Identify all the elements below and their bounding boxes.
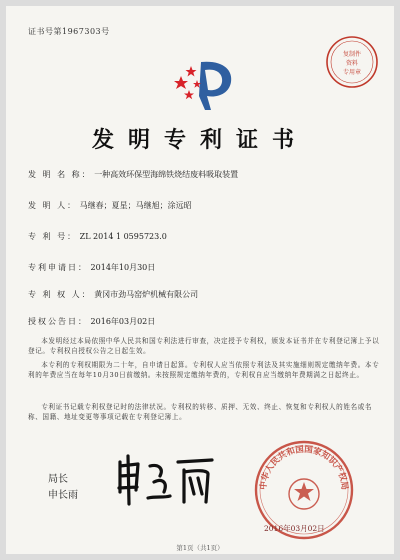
inventor-value: 马继春；夏星；马继旭；涂远昭 — [79, 201, 192, 210]
svg-text:复制件: 复制件 — [342, 51, 362, 58]
application-date-row — [28, 262, 155, 273]
patent-number-value: ZL 2014 1 0595723.0 — [79, 232, 167, 241]
corner-stamp — [324, 34, 380, 90]
page-footer: 第1页（共1页） — [176, 544, 224, 552]
patent-number-label: 专 利 号： — [28, 232, 78, 241]
handwritten-signature — [110, 452, 220, 510]
grant-date-value: 2016年03月02日 — [90, 317, 156, 326]
grant-date-label: 授权公告日： — [28, 317, 88, 326]
seal-date: 2016年03月02日 — [264, 524, 325, 533]
application-date-value: 2014年10月30日 — [90, 263, 156, 272]
patentee-row — [28, 289, 198, 300]
body-paragraph: 专利证书记载专利权登记时的法律状况。专利权的转移、质押、无效、终止、恢复和专利权人的姓名或名称、国籍、地址变更等事项记载在专利登记簿上。 — [28, 403, 373, 421]
seal-text: 中华人民共和国国家知识产权局 — [258, 444, 350, 491]
signature-name: 申长雨 — [48, 490, 78, 501]
certificate-number: 证书号第1967303号 — [28, 27, 110, 36]
inventor-label: 发 明 人： — [28, 201, 78, 210]
grant-date-row — [28, 316, 155, 327]
patent-office-logo — [171, 56, 241, 112]
svg-text:专用章: 专用章 — [342, 69, 362, 76]
svg-text:资料: 资料 — [345, 60, 359, 67]
invention-name-value: 一种高效环保型海绵铁烧结废料吸取装置 — [94, 170, 239, 179]
invention-name-label: 发 明 名 称： — [28, 170, 92, 179]
application-date-label: 专利申请日： — [28, 263, 88, 272]
invention-name-row — [28, 169, 238, 180]
signature-title: 局长 — [48, 474, 68, 485]
certificate-title: 发明专利证书 — [91, 127, 308, 153]
patentee-label: 专 利 权 人： — [28, 290, 92, 299]
body-paragraph: 本专利的专利权期限为二十年，自申请日起算。专利权人应当依照专利法及其实施细则规定缴纳年费。本专利的年费应当在每年10月30日前缴纳。未按照规定缴纳年费的，专利权自应当缴纳年费期满之日起终止。 — [28, 361, 380, 379]
body-paragraph: 本发明经过本局依照中华人民共和国专利法进行审查，决定授予专利权，颁发本证书并在专利登记簿上予以登记。专利权自授权公告之日起生效。 — [28, 337, 380, 355]
inventor-row — [28, 200, 192, 211]
patent-number-row — [28, 231, 167, 242]
patentee-value: 黄冈市劲马窑炉机械有限公司 — [94, 290, 199, 299]
